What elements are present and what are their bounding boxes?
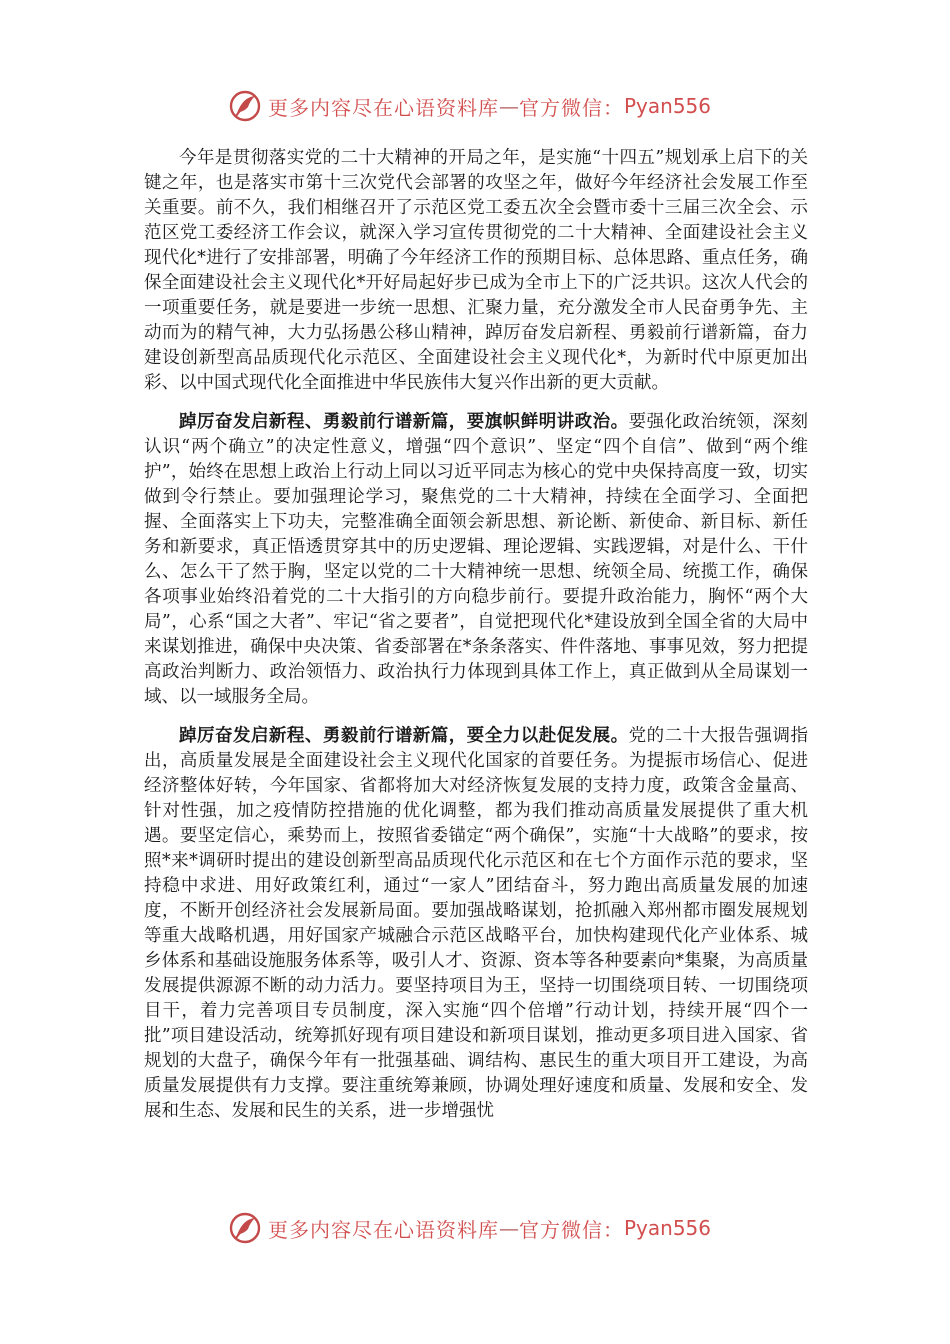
paragraph-body: 今年是贯彻落实党的二十大精神的开局之年，是实施“十四五”规划承上启下的关键之年，也是落实市第十三次党代会部署的攻坚之年，做好今年经济社会发展工作至关重要。前不久，我们相继召开了示范区党工委五次全会暨市委十三届三次全会、示范区党工委经济工作会议，就深入学习宣传贯彻党的二十大精神、全面建设社会主义现代化*进行了安排部署，明确了今年经济工作的预期目标、总体思路、重点任务，确保全面建设社会主义现代化*开好局起好步已成为全市上下的广泛共识。这次人代会的一项重要任务，就是要进一步统一思想、汇聚力量，充分激发全市人民奋勇争先、主动而为的精气神，大力弘扬愚公移山精神，踔厉奋发启新程、勇毅前行谱新篇，奋力建设创新型高品质现代化示范区、全面建设社会主义现代化*，为新时代中原更加出彩、以中国式现代化全面推进中华民族伟大复兴作出新的更大贡献。: [144, 148, 808, 393]
banner-site-text: 更多内容尽在心语资料库: [268, 95, 499, 120]
banner-official-text: 官方微信：: [519, 95, 624, 120]
banner-wechat-handle: Pyan556: [624, 94, 712, 118]
header-watermark-banner: [228, 86, 728, 126]
banner-separator: —: [499, 1216, 519, 1240]
banner-wechat-handle: Pyan556: [624, 1216, 712, 1240]
document-body: [144, 146, 808, 1138]
paragraph-lead: 踔厉奋发启新程、勇毅前行谱新篇，要全力以赴促发展。: [179, 726, 629, 746]
brand-logo-icon: [228, 1211, 262, 1245]
banner-official-text: 官方微信：: [519, 1217, 624, 1242]
banner-site-text: 更多内容尽在心语资料库: [268, 1217, 499, 1242]
paragraph-body: 要强化政治统领，深刻认识“两个确立”的决定性意义，增强“四个意识”、坚定“四个自信”、做到“两个维护”，始终在思想上政治上行动上同以习近平同志为核心的党中央保持高度一致，切实做到令行禁止。要加强理论学习，聚焦党的二十大精神，持续在全面学习、全面把握、全面落实上下功夫，完整准确全面领会新思想、新论断、新使命、新目标、新任务和新要求，真正悟透贯穿其中的历史逻辑、理论逻辑、实践逻辑，对是什么、干什么、怎么干了然于胸，坚定以党的二十大精神统一思想、统领全局、统揽工作，确保各项事业始终沿着党的二十大指引的方向稳步前行。要提升政治能力，胸怀“两个大局”，心系“国之大者”、牢记“省之要者”，自觉把现代化*建设放到全国全省的大局中来谋划推进，确保中央决策、省委部署在*条条落实、件件落地、事事见效，努力把提高政治判断力、政治领悟力、政治执行力体现到具体工作上，真正做到从全局谋划一域、以一域服务全局。: [144, 412, 809, 707]
banner-separator: —: [499, 94, 519, 118]
paragraph-intro: [144, 146, 808, 396]
brand-logo-icon: [228, 89, 262, 123]
paragraph-body: 党的二十大报告强调指出，高质量发展是全面建设社会主义现代化国家的首要任务。为提振市场信心、促进经济整体好转，今年国家、省都将加大对经济恢复发展的支持力度，政策含金量高、针对性强，加之疫情防控措施的优化调整，都为我们推动高质量发展提供了重大机遇。要坚定信心，乘势而上，按照省委锚定“两个确保”，实施“十大战略”的要求，按照*来*调研时提出的建设创新型高品质现代化示范区和在七个方面作示范的要求，坚持稳中求进、用好政策红利，通过“一家人”团结奋斗，努力跑出高质量发展的加速度，不断开创经济社会发展新局面。要加强战略谋划，抢抓融入郑州都市圈发展规划等重大战略机遇，用好国家产城融合示范区战略平台，加快构建现代化产业体系、城乡体系和基础设施服务体系等，吸引人才、资源、资本等各种要素向*集聚，为高质量发展提供源源不断的动力活力。要坚持项目为王，坚持一切围绕项目转、一切围绕项目干，着力完善项目专员制度，深入实施“四个倍增”行动计划，持续开展“四个一批”项目建设活动，统筹抓好现有项目建设和新项目谋划，推动更多项目进入国家、省规划的大盘子，确保今年有一批强基础、调结构、惠民生的重大项目开工建设，为高质量发展提供有力支撑。要注重统筹兼顾，协调处理好速度和质量、发展和安全、发展和生态、发展和民生的关系，进一步增强忧: [144, 726, 809, 1121]
footer-watermark-banner: [228, 1208, 728, 1248]
paragraph-politics: [144, 410, 808, 710]
paragraph-lead: 踔厉奋发启新程、勇毅前行谱新篇，要旗帜鲜明讲政治。: [179, 412, 629, 432]
paragraph-development: [144, 724, 808, 1124]
